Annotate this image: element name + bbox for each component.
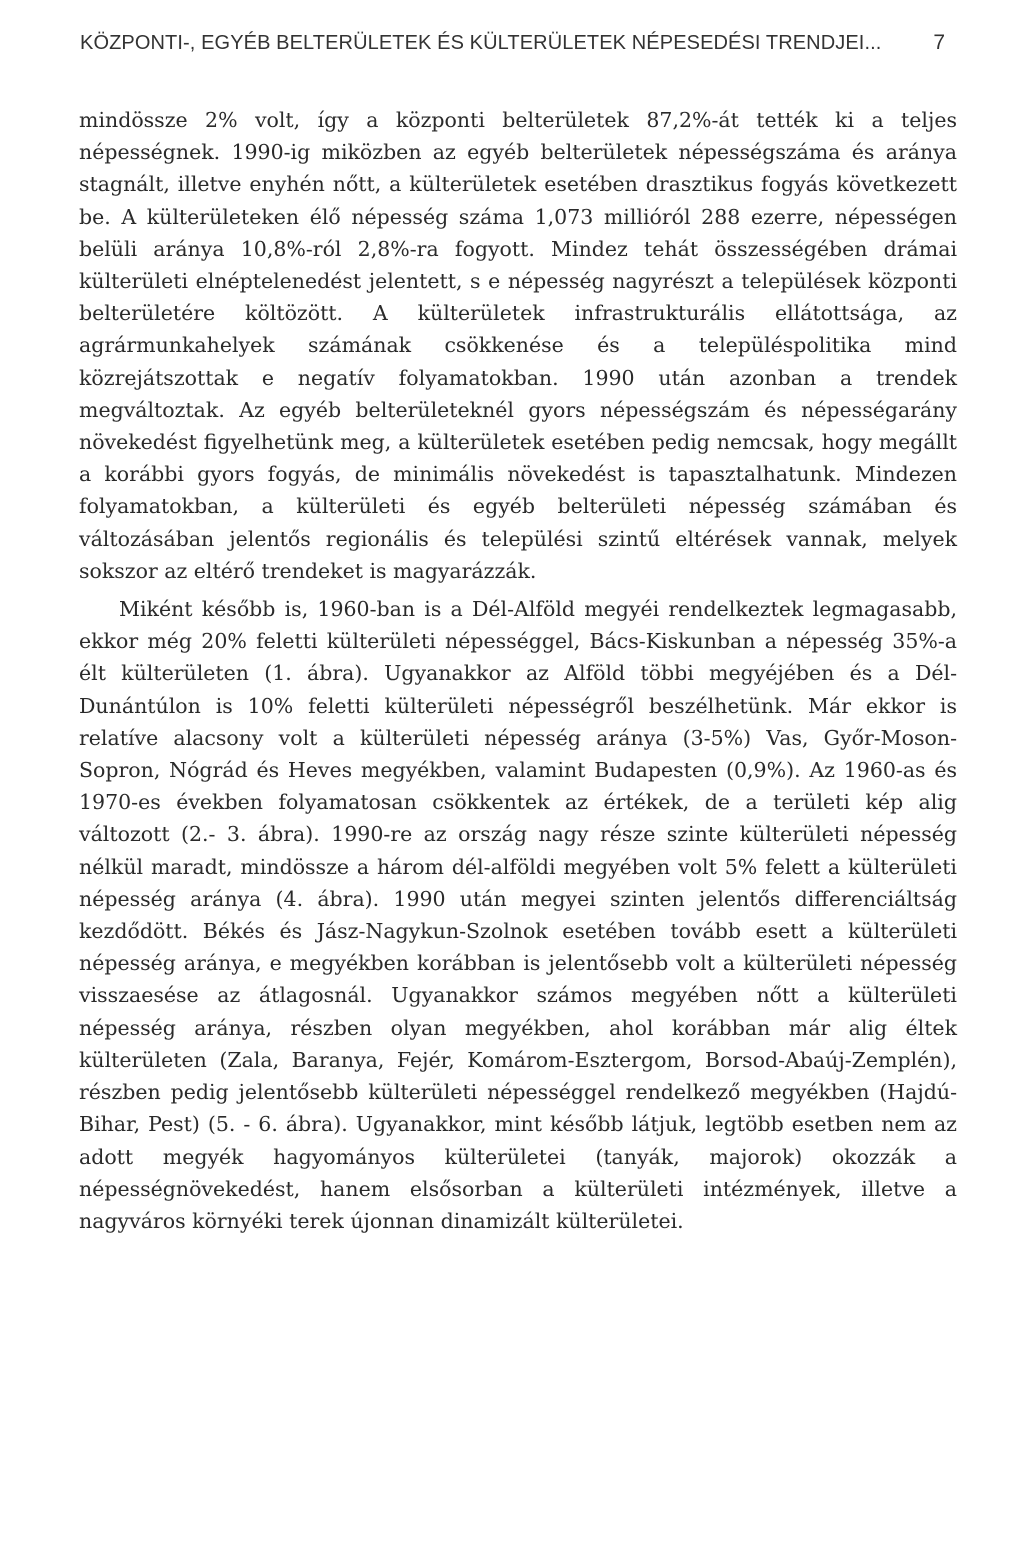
- page-number: 7: [933, 31, 945, 54]
- paragraph: Miként később is, 1960-ban is a Dél-Alföld megyéi rendelkeztek legmagasabb, ekkor még 20% feletti külterületi népességgel, Bács-Kiskunban a népesség 35%-a élt külterületen (1. ábra). Ugyanakkor az Alföld többi megyéjében és a Dél-Dunántúlon is 10% feletti külterületi népességről beszélhetünk. Már ekkor is relatíve alacsony volt a külterületi népesség aránya (3-5%) Vas, Győr-Moson-Sopron, Nógrád és Heves megyékben, valamint Budapesten (0,9%). Az 1960-as és 1970-es években folyamatosan csökkentek az értékek, de a területi kép alig változott (2.- 3. ábra). 1990-re az ország nagy része szinte külterületi népesség nélkül maradt, mindössze a három dél-alföldi megyében volt 5% felett a külterületi népesség aránya (4. ábra). 1990 után megyei szinten jelentős differenciáltság kezdődött. Békés és Jász-Nagykun-Szolnok esetében tovább esett a külterületi népesség aránya, e megyékben korábban is jelentősebb volt a külterületi népesség visszaesése az átlagosnál. Ugyanakkor számos megyében nőtt a külterületi népesség aránya, részben olyan megyékben, ahol korábban már alig éltek külterületen (Zala, Baranya, Fejér, Komárom-Esztergom, Borsod-Abaúj-Zemplén), részben pedig jelentősebb külterületi népességgel rendelkező megyékben (Hajdú-Bihar, Pest) (5. - 6. ábra). Ugyanakkor, mint később látjuk, legtöbb esetben nem az adott megyék hagyományos külterületei (tanyák, majorok) okozzák a népességnövekedést, hanem elsősorban a külterületi intézmények, illetve a nagyváros környéki terek újonnan dinamizált külterületei.: [79, 597, 957, 1233]
- running-header: [80, 26, 945, 60]
- running-title: KÖZPONTI-, EGYÉB BELTERÜLETEK ÉS KÜLTERÜLETEK NÉPESEDÉSI TRENDJEI...: [80, 31, 882, 54]
- paragraph: mindössze 2% volt, így a központi belterületek 87,2%-át tették ki a teljes népességnek. 1990-ig miközben az egyéb belterületek népességszáma és aránya stagnált, illetve enyhén nőtt, a külterületek esetében drasztikus fogyás következett be. A külterületeken élő népesség száma 1,073 millióról 288 ezerre, népességen belüli aránya 10,8%-ról 2,8%-ra fogyott. Mindez tehát összességében drámai külterületi elnéptelenedést jelentett, s e népesség nagyrészt a települések központi belterületére költözött. A külterületek infrastrukturális ellátottsága, az agrármunkahelyek számának csökkenése és a településpolitika mind közrejátszottak e negatív folyamatokban. 1990 után azonban a trendek megváltoztak. Az egyéb belterületeknél gyors népességszám és népességarány növekedést figyelhetünk meg, a külterületek esetében pedig nemcsak, hogy megállt a korábbi gyors fogyás, de minimális növekedést is tapasztalhatunk. Mindezen folyamatokban, a külterületi és egyéb belterületi népesség számában és változásában jelentős regionális és települési szintű eltérések vannak, melyek sokszor az eltérő trendeket is magyarázzák.: [79, 108, 957, 583]
- body-text: [79, 104, 957, 1237]
